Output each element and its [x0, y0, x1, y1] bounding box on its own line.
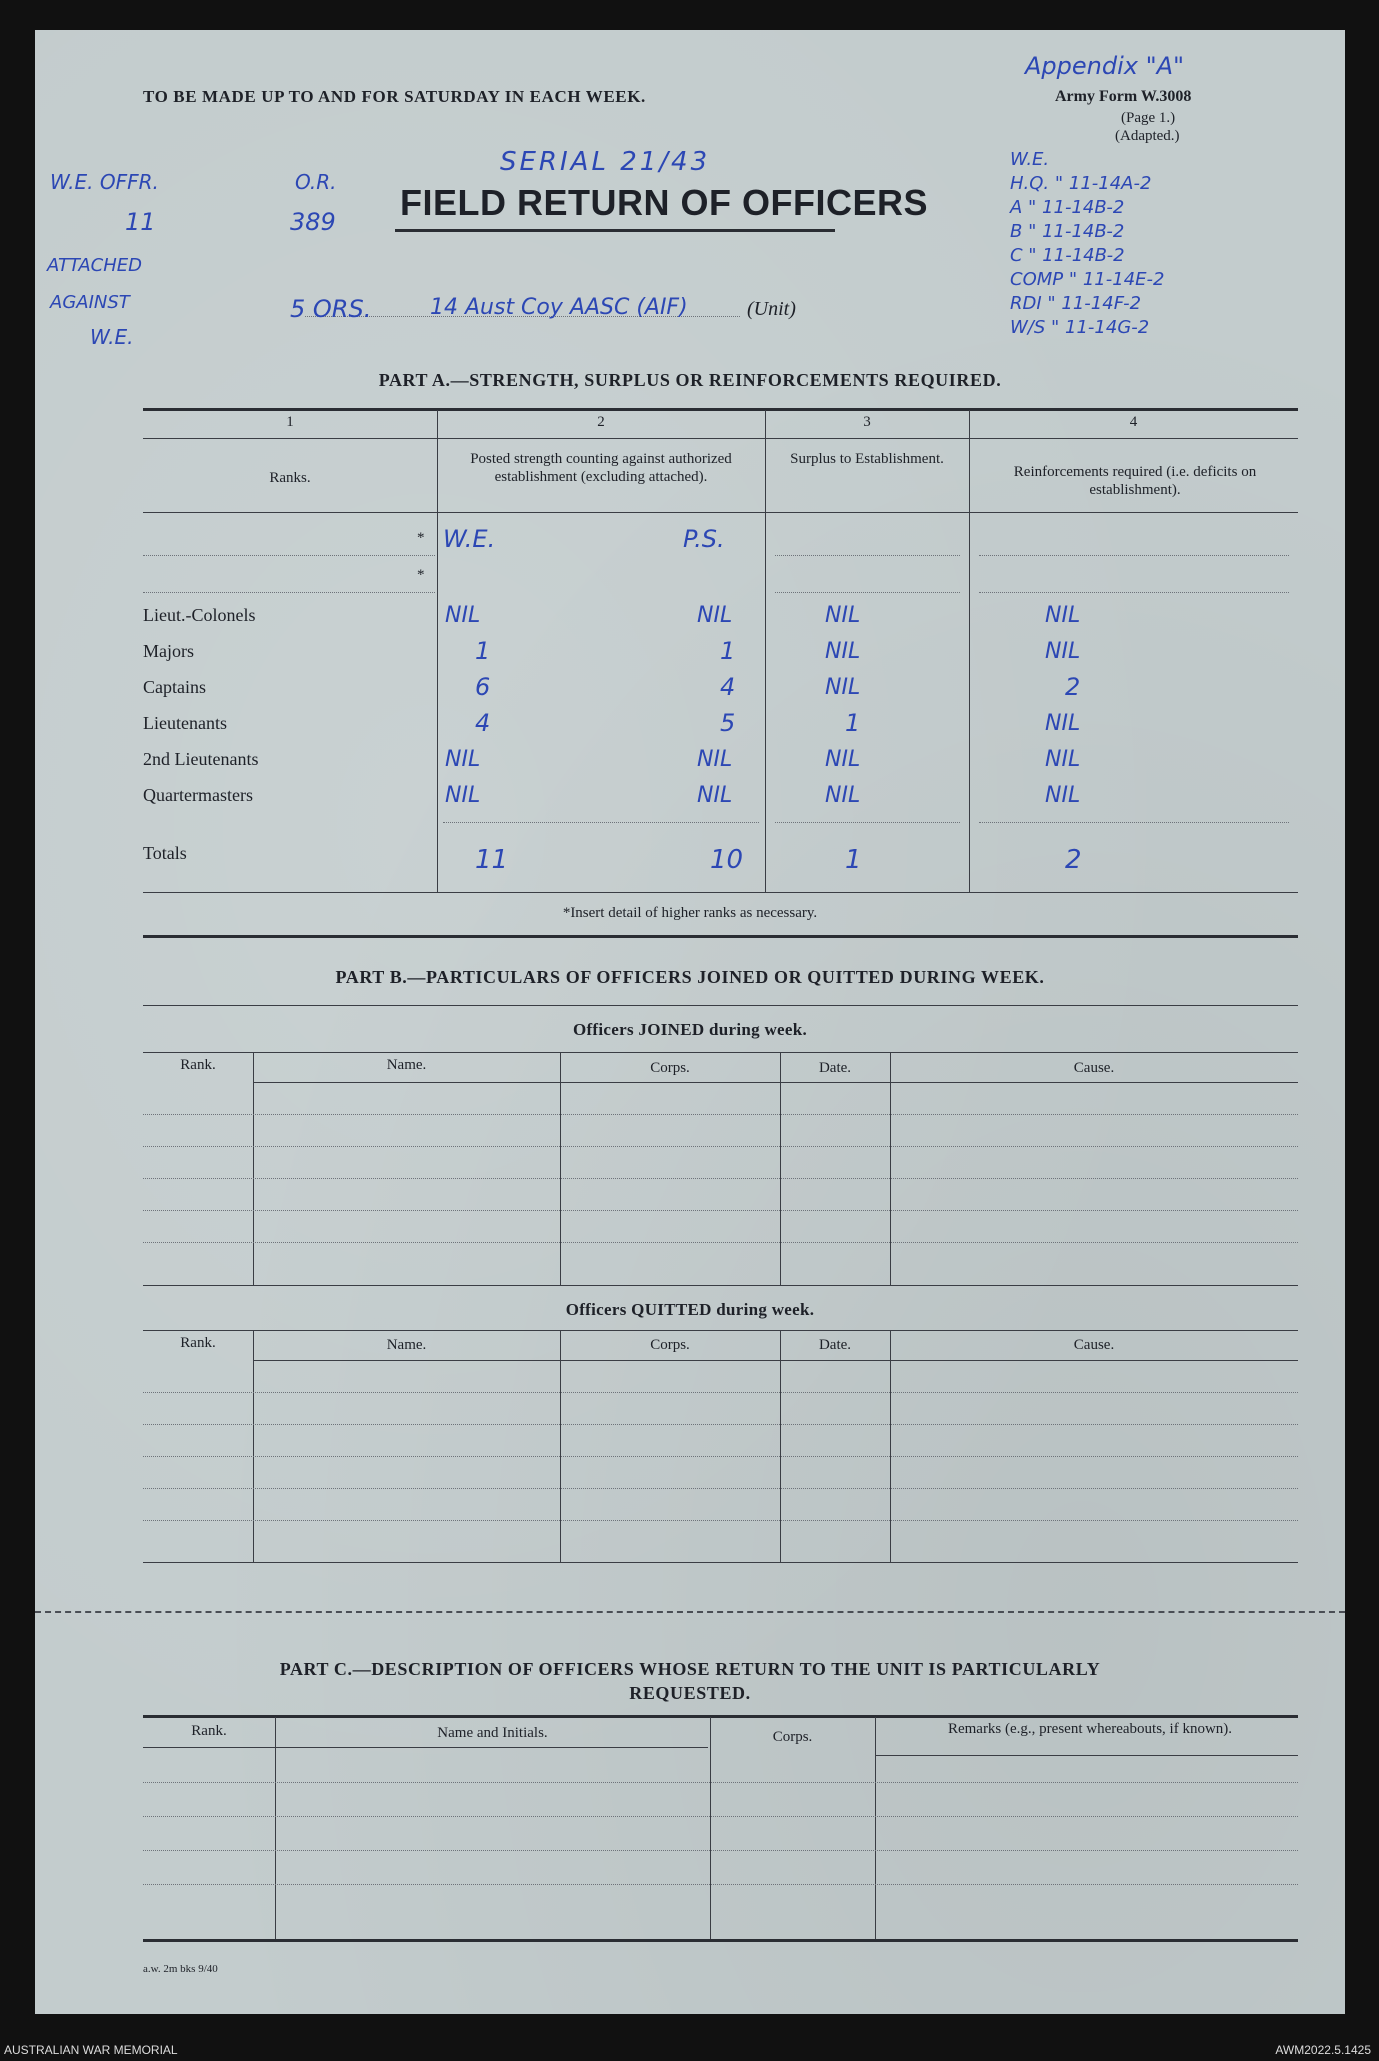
- rank-label: 2nd Lieutenants: [143, 749, 259, 769]
- joined-col-div-3: [780, 1052, 781, 1285]
- joined-top-rule: [143, 1052, 1298, 1053]
- totals-dots-1: [443, 822, 759, 823]
- we-value: 1: [475, 637, 491, 665]
- part-c-header-rule-1: [143, 1747, 708, 1748]
- col-number-1: 1: [286, 414, 294, 430]
- part-a-col-divider-3: [969, 410, 970, 892]
- col-number-2: 2: [597, 414, 605, 430]
- form-sheet: [35, 30, 1345, 2014]
- attached-note: ATTACHED: [47, 255, 142, 276]
- star-marker-2: *: [417, 567, 425, 583]
- unit-name-note: 14 Aust Coy AASC (AIF): [430, 295, 688, 320]
- part-a-top-rule: [143, 408, 1298, 411]
- page-title: FIELD RETURN OF OFFICERS: [400, 182, 928, 223]
- rank-label: Captains: [143, 677, 206, 697]
- quitted-title: Officers QUITTED during week.: [565, 1300, 815, 1319]
- army-form-number: Army Form W.3008: [1055, 88, 1192, 105]
- ps-subheading: P.S.: [683, 525, 725, 553]
- part-a-bottom-rule: [143, 892, 1298, 893]
- joined-col-corps: Corps.: [650, 1060, 690, 1076]
- rank-label: Quartermasters: [143, 785, 253, 805]
- col-header-reinforcements: Reinforcements required (i.e. deficits on establishment).: [1013, 464, 1257, 498]
- blank-row-dots-1: [143, 555, 435, 556]
- quitted-col-div-3: [780, 1330, 781, 1562]
- archive-reference: AWM2022.5.1425: [1275, 2043, 1371, 2057]
- part-c-col-div-2: [710, 1717, 711, 1939]
- serial-note: SERIAL 21/43: [500, 147, 711, 177]
- rank-label: Lieut.-Colonels: [143, 605, 256, 625]
- five-ors-note: 5 ORS.: [290, 295, 372, 323]
- joined-line-2: [143, 1146, 1298, 1147]
- quitted-line-1: [143, 1392, 1298, 1393]
- totals-dots-3: [979, 822, 1289, 823]
- part-c-col-rank: Rank.: [191, 1723, 227, 1739]
- page-number: (Page 1.): [1121, 110, 1176, 126]
- reinforcement-value: 2: [1065, 673, 1081, 701]
- totals-surplus: 1: [845, 845, 862, 875]
- joined-col-div-2: [560, 1052, 561, 1285]
- blank-row-dots-3: [775, 555, 960, 556]
- joined-line-1: [143, 1114, 1298, 1115]
- quitted-col-div-1: [253, 1330, 254, 1562]
- joined-col-cause: Cause.: [1073, 1060, 1115, 1076]
- part-b-title: PART B.—PARTICULARS OF OFFICERS JOINED OR QUITTED DURING WEEK.: [335, 967, 1045, 987]
- part-a-col-divider-2: [765, 410, 766, 892]
- blank-row-dots-6: [979, 592, 1289, 593]
- quitted-header-rule: [253, 1360, 1298, 1361]
- part-c-title: PART C.—DESCRIPTION OF OFFICERS WHOSE RETURN TO THE UNIT IS PARTICULARLY REQUESTED.: [279, 1659, 1101, 1703]
- surplus-value: NIL: [825, 747, 861, 772]
- quitted-col-div-2: [560, 1330, 561, 1562]
- joined-title: Officers JOINED during week.: [572, 1020, 808, 1039]
- ps-value: 1: [720, 637, 736, 665]
- totals-label: Totals: [143, 843, 187, 863]
- joined-line-4: [143, 1210, 1298, 1211]
- we-subheading: W.E.: [443, 525, 496, 553]
- joined-col-div-1: [253, 1052, 254, 1285]
- col-header-ranks: Ranks.: [269, 470, 311, 486]
- part-c-line-4: [143, 1884, 1298, 1885]
- part-c-top-rule: [143, 1715, 1298, 1718]
- part-c-line-1: [143, 1782, 1298, 1783]
- quitted-bottom-rule: [143, 1562, 1298, 1563]
- joined-line-3: [143, 1178, 1298, 1179]
- surplus-value: 1: [845, 709, 861, 737]
- ps-value: 4: [720, 673, 736, 701]
- col-number-3: 3: [863, 414, 871, 430]
- surplus-value: NIL: [825, 639, 861, 664]
- we-value: NIL: [445, 747, 481, 772]
- col-header-posted-strength: Posted strength counting against authorized establishment (excluding attached).: [470, 451, 732, 485]
- we-value: 6: [475, 673, 491, 701]
- part-c-bottom-rule: [143, 1939, 1298, 1942]
- against-note: AGAINST: [50, 292, 130, 313]
- surplus-value: NIL: [825, 675, 861, 700]
- archive-name: AUSTRALIAN WAR MEMORIAL: [4, 2043, 178, 2057]
- instruction-text: TO BE MADE UP TO AND FOR SATURDAY IN EACH WEEK.: [143, 87, 646, 106]
- we-value: 4: [475, 709, 491, 737]
- col-header-rule: [143, 512, 1298, 513]
- adapted-note: (Adapted.): [1115, 128, 1180, 144]
- joined-col-rank: Rank.: [180, 1057, 216, 1073]
- part-c-col-remarks: Remarks (e.g., present whereabouts, if known).: [947, 1721, 1233, 1737]
- part-c-col-corps: Corps.: [772, 1729, 813, 1745]
- part-c-header-rule-2: [875, 1755, 1298, 1756]
- archive-footer: [0, 2029, 1379, 2061]
- quitted-top-rule: [143, 1330, 1298, 1331]
- part-a-end-rule: [143, 935, 1298, 938]
- quitted-col-corps: Corps.: [650, 1337, 690, 1353]
- part-c-line-3: [143, 1850, 1298, 1851]
- joined-col-date: Date.: [818, 1060, 852, 1076]
- quitted-line-3: [143, 1456, 1298, 1457]
- reinforcement-value: NIL: [1045, 783, 1081, 808]
- part-a-col-divider-1: [437, 410, 438, 892]
- ps-value: 5: [720, 709, 736, 737]
- star-marker-1: *: [417, 530, 425, 546]
- joined-line-5: [143, 1242, 1298, 1243]
- reinforcement-value: NIL: [1045, 747, 1081, 772]
- rank-label: Lieutenants: [143, 713, 227, 733]
- totals-we: 11: [475, 845, 509, 875]
- part-c-line-2: [143, 1816, 1298, 1817]
- part-c-col-name: Name and Initials.: [437, 1725, 548, 1741]
- quitted-line-2: [143, 1424, 1298, 1425]
- part-a-title: PART A.—STRENGTH, SURPLUS OR REINFORCEMENTS REQUIRED.: [378, 370, 1002, 390]
- quitted-line-5: [143, 1520, 1298, 1521]
- unit-label: (Unit): [747, 298, 796, 320]
- col-header-surplus: Surplus to Establishment.: [790, 451, 944, 467]
- quitted-col-cause: Cause.: [1073, 1337, 1115, 1353]
- ps-value: NIL: [697, 603, 733, 628]
- totals-reinforcements: 2: [1065, 845, 1082, 875]
- part-a-footnote: *Insert detail of higher ranks as necessary.: [562, 905, 818, 921]
- joined-header-rule: [253, 1082, 1298, 1083]
- reinforcement-value: NIL: [1045, 711, 1081, 736]
- part-c-col-div-3: [875, 1717, 876, 1939]
- we-offr-note: W.E. OFFR.: [50, 170, 159, 194]
- part-c-col-div-1: [275, 1717, 276, 1939]
- quitted-col-name: Name.: [386, 1337, 427, 1353]
- blank-row-dots-5: [775, 592, 960, 593]
- blank-row-dots-4: [979, 555, 1289, 556]
- ps-value: NIL: [697, 747, 733, 772]
- print-code: a.w. 2m bks 9/40: [143, 1963, 218, 1975]
- reinforcement-value: NIL: [1045, 603, 1081, 628]
- or-note: O.R.: [295, 170, 337, 194]
- we-note: W.E.: [90, 325, 134, 349]
- col-number-4: 4: [1129, 414, 1138, 430]
- col-number-rule: [143, 438, 1298, 439]
- or-value-note: 389: [290, 208, 336, 236]
- offr-value-note: 11: [125, 208, 156, 236]
- joined-col-div-4: [890, 1052, 891, 1285]
- ps-value: NIL: [697, 783, 733, 808]
- quitted-col-date: Date.: [818, 1337, 852, 1353]
- we-value: NIL: [445, 783, 481, 808]
- joined-bottom-rule: [143, 1285, 1298, 1286]
- blank-row-dots-2: [143, 592, 435, 593]
- surplus-value: NIL: [825, 783, 861, 808]
- we-value: NIL: [445, 603, 481, 628]
- totals-ps: 10: [710, 845, 744, 875]
- appendix-note: Appendix "A": [1025, 52, 1185, 80]
- rank-label: Majors: [143, 641, 194, 661]
- quitted-col-div-4: [890, 1330, 891, 1562]
- tear-line: [35, 1611, 1345, 1613]
- joined-col-name: Name.: [386, 1057, 427, 1073]
- totals-dots-2: [775, 822, 960, 823]
- quitted-line-4: [143, 1488, 1298, 1489]
- we-establishment-notes: W.E. H.Q. " 11-14A-2 A " 11-14B-2 B " 11-14B-2 C " 11-14B-2 COMP " 11-14E-2 RDI " 11-14F-2 W/S " 11-14G-2: [1010, 149, 1165, 338]
- reinforcement-value: NIL: [1045, 639, 1081, 664]
- surplus-value: NIL: [825, 603, 861, 628]
- quitted-col-rank: Rank.: [180, 1335, 216, 1351]
- title-underline: [395, 229, 835, 232]
- part-b-top-rule: [143, 1005, 1298, 1006]
